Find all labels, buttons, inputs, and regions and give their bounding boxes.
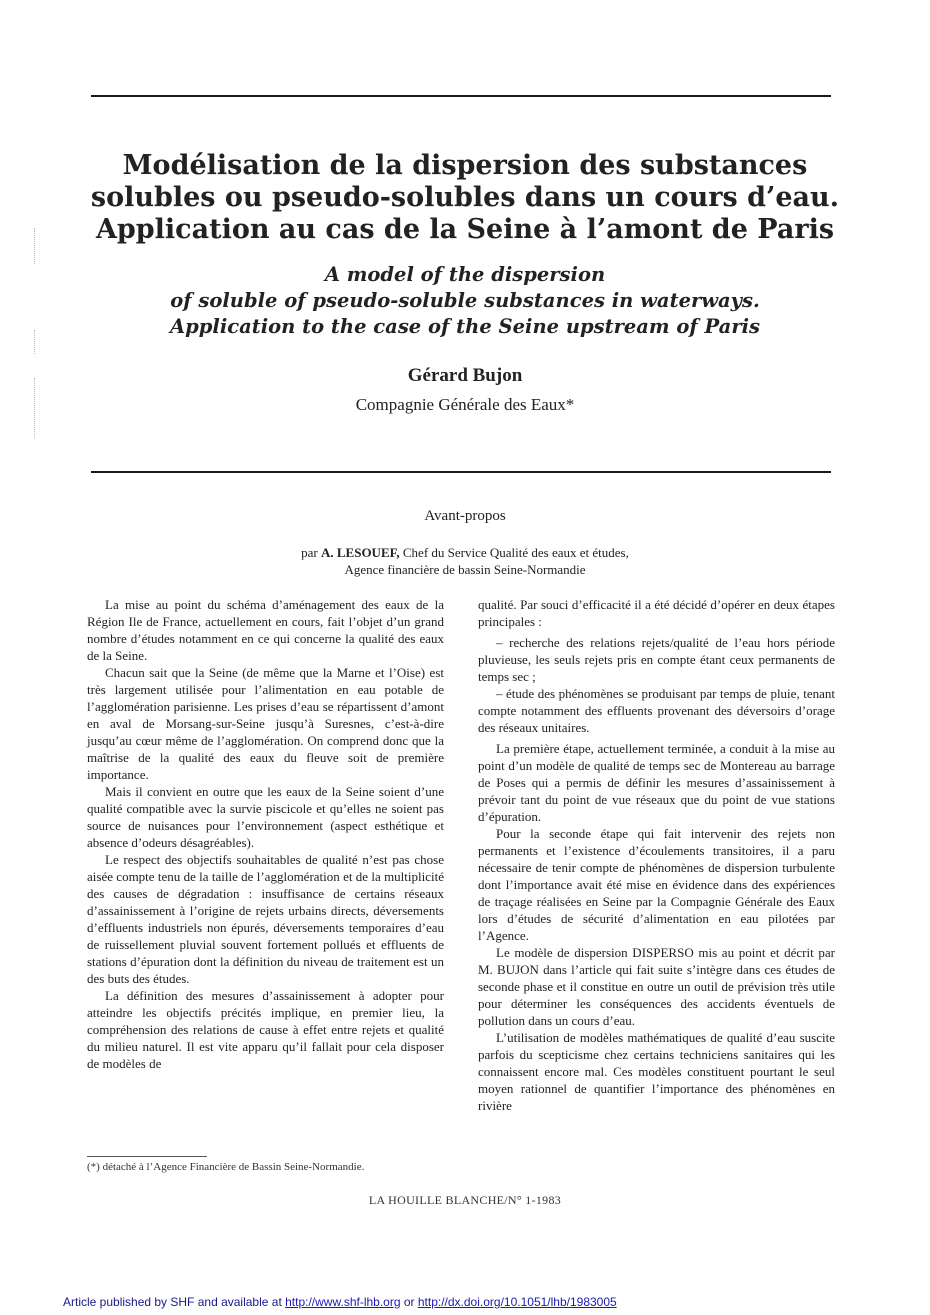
title-french-line: solubles ou pseudo-solubles dans un cours d’eau. [90,182,840,213]
top-rule [91,95,831,97]
paragraph: Pour la seconde étape qui fait intervenir des rejets non permanents et l’existence d’écoulements transitoires, il a paru nécessaire de tenir compte de phénomènes de dispersion turbulente dont l’importance avait été mise en évidence dans des expériences de traçage réalisées en Seine par la Compagnie Générale des Eaux lors d’études de sécurité d’alimentation en eau pilotées par l’Agence. [478,826,835,943]
paragraph: La définition des mesures d’assainissement à adopter pour atteindre les objectifs précités implique, en premier lieu, la compréhension des relations de cause à effet entre rejets et qualité du milieu naturel. Il est vite apparu qu’il fallait pour cela disposer de modèles de [87,988,444,1071]
publisher-prefix: Article published by SHF and available at [63,1295,286,1309]
byline-agency: Agence financière de bassin Seine-Normandie [344,562,586,577]
paragraph: La première étape, actuellement terminée, a conduit à la mise au point d’un modèle de qualité de temps sec de Montereau au barrage de Poses qui a permis de définir les mesures d’assainissement à prévoir tant du point de vue réseaux que du point de vue stations d’épuration. [478,741,835,824]
paragraph: L’utilisation de modèles mathématiques de qualité d’eau suscite parfois du scepticisme chez certains techniciens sanitaires qui les connaissent encore mal. Ces modèles constituent pourtant le seul moyen rationnel de quantifier l’importance des phénomènes en rivière [478,1030,835,1113]
section-heading: Avant-propos [424,508,506,524]
shf-link[interactable]: http://www.shf-lhb.org [285,1295,401,1309]
paragraph: Mais il convient en outre que les eaux de la Seine soient d’une qualité compatible avec la survie piscicole et qu’elles ne soient pas source de nuisances pour l’environnement (aspect esthétique et absence d’odeurs désagréables). [87,784,444,850]
right-column [478,596,835,1114]
publisher-bar [63,1295,617,1309]
title-french [0,150,930,246]
paragraph: Chacun sait que la Seine (de même que la Marne et l’Oise) est très largement utilisée pour l’alimentation en eau potable de l’agglomération parisienne. Les prises d’eau se répartissent d’amont en aval de Morsang-sur-Seine jusqu’à Suresnes, c’est-à-dire jusqu’au cœur même de l’agglomération. On comprend donc que la maîtrise de la qualité des eaux du fleuve soit de première importance. [87,665,444,782]
paragraph: qualité. Par souci d’efficacité il a été décidé d’opérer en deux étapes principales : [478,597,835,629]
byline-role: Chef du Service Qualité des eaux et études, [402,545,629,560]
author-name: Gérard Bujon [407,365,523,386]
paragraph: Le respect des objectifs souhaitables de qualité n’est pas chose aisée compte tenu de la taille de l’agglomération et de la multiplicité des causes de dégradation : insuffisance de certains réseaux d’assainissement à l’origine de rejets urbains directs, déversements d’effluents industriels non épurés, déversements temporaires d’eau de ruissellement pluvial souvent fortement pollués et effluents de stations d’épuration dont la définition du niveau de traitement est un des buts des études. [87,852,444,986]
title-english-line: of soluble of pseudo-soluble substances in waterways. [170,289,760,312]
list-item: – recherche des relations rejets/qualité de l’eau hors période pluvieuse, les seuls rejets pris en compte étant ceux permanents de temps sec ; [478,635,835,684]
journal-footer: LA HOUILLE BLANCHE/N° 1-1983 [368,1193,562,1207]
byline-prefix: par [301,545,318,560]
title-french-line: Modélisation de la dispersion des substances [122,150,808,181]
left-column [87,596,444,1072]
byline-line-1 [0,544,930,561]
title-english-line: Application to the case of the Seine upstream of Paris [170,315,760,338]
paragraph: La mise au point du schéma d’aménagement des eaux de la Région Ile de France, actuellement en cours, fait l’objet d’un grand nombre d’études notamment en ce qui concerne la qualité des eaux de la Seine. [87,597,444,663]
doi-link[interactable]: http://dx.doi.org/10.1051/lhb/1983005 [417,1295,617,1309]
author-affiliation: Compagnie Générale des Eaux* [355,395,575,414]
list-item: – étude des phénomènes se produisant par temps de pluie, tenant compte notamment des effluents provenant des déversoirs d’orage des réseaux unitaires. [478,686,835,735]
foreword-byline [0,544,930,578]
paragraph: Le modèle de dispersion DISPERSO mis au point et décrit par M. BUJON dans l’article qui fait suite s’intègre dans ces études de seconde phase et il constitue en outre un outil de prévision très utile pour déterminer les conséquences des accidents éventuels de pollution dans un cours d’eau. [478,945,835,1028]
title-english [0,262,930,340]
footnote: (*) détaché à l’Agence Financière de Bassin Seine-Normandie. [87,1161,365,1173]
title-french-line: Application au cas de la Seine à l’amont de Paris [95,214,835,245]
header-bottom-rule [91,471,831,473]
title-english-line: A model of the dispersion [324,263,606,286]
byline-name: A. LESOUEF, [320,545,400,560]
footnote-rule [87,1156,207,1157]
publisher-middle: or [400,1295,418,1309]
